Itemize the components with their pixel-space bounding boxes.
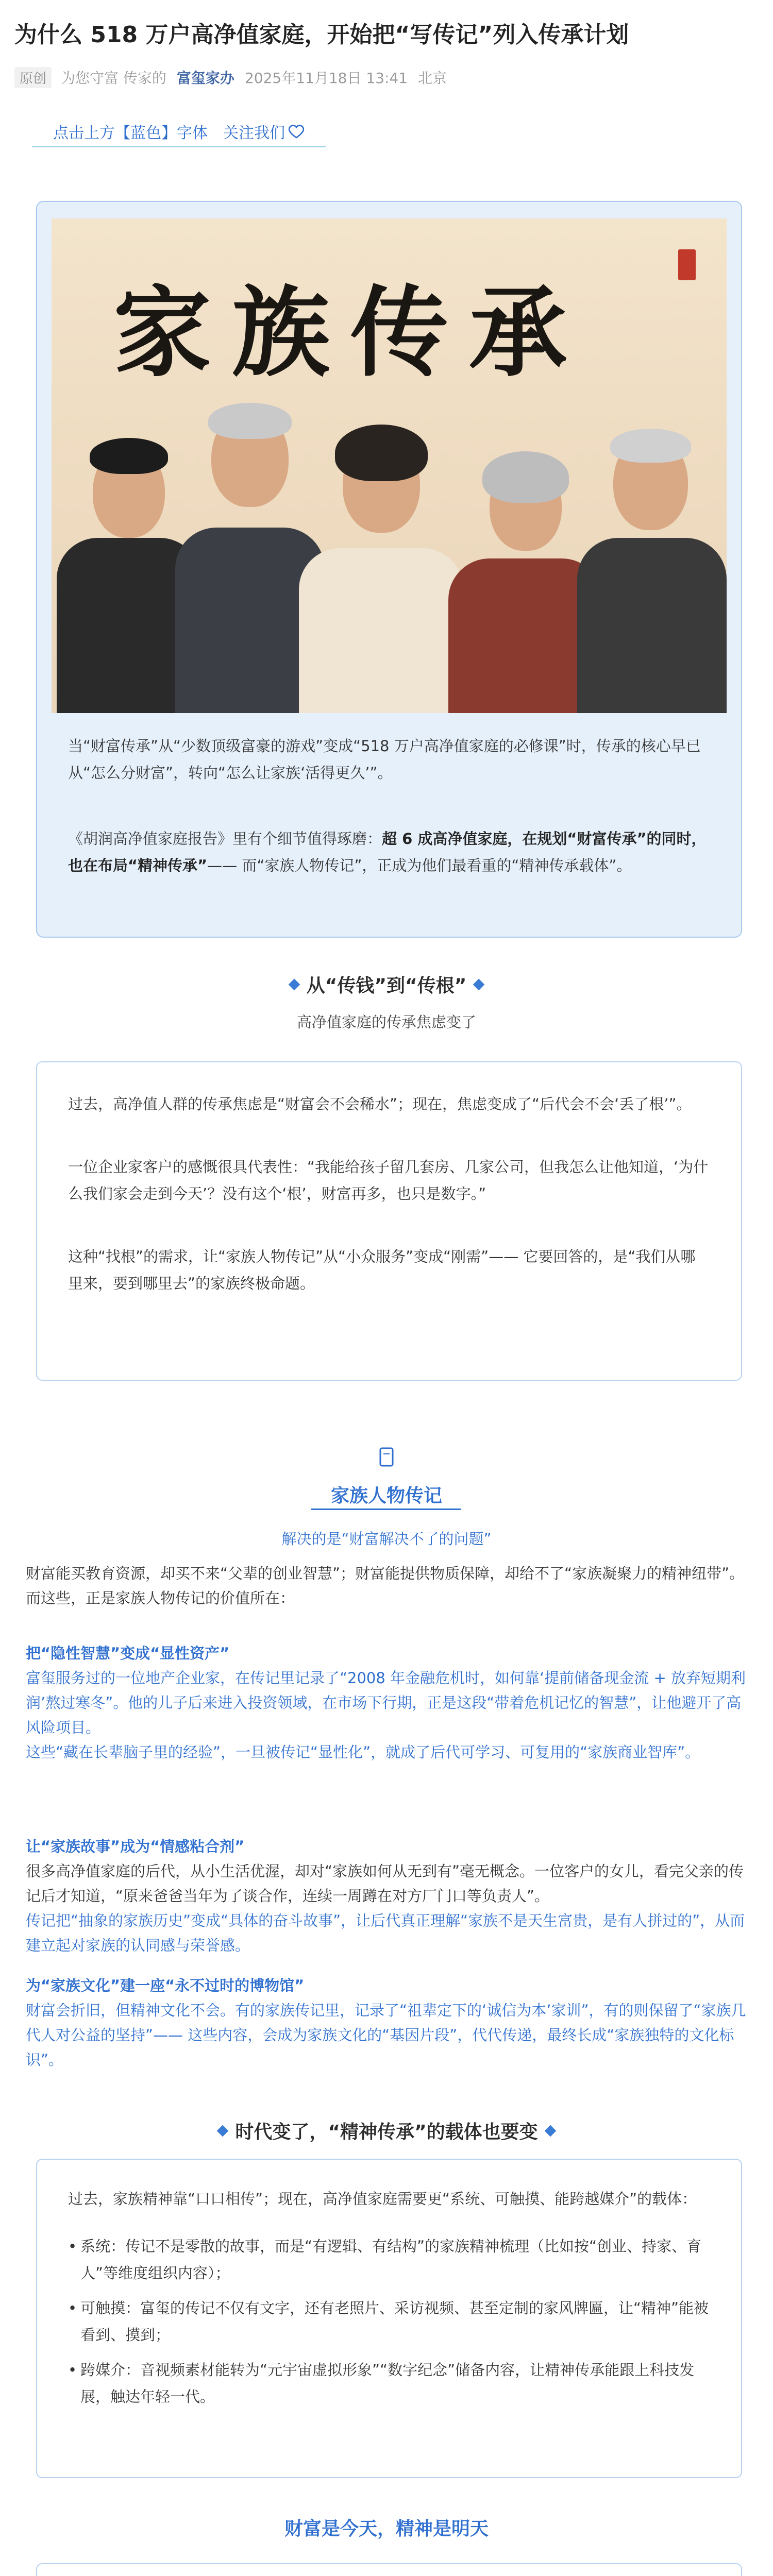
section-title: 财富是今天，精神是明天	[284, 2518, 489, 2539]
section-heading	[0, 971, 773, 1032]
intro-paragraph-2	[68, 825, 712, 879]
intro-text: 《胡润高净值家庭报告》里有个细节值得琢磨：	[68, 830, 382, 848]
point-text: 很多高净值家庭的后代，从小生活优渥，却对“家族如何从无到有”毫无概念。一位客户的女儿，看完父亲的传记后才知道，“原来爸爸当年为了谈合作，连续一周蹲在对方厂门口等负责人”。	[26, 1862, 744, 1905]
paragraph: 过去，家族精神靠“口口相传”；现在，高净值家庭需要更“系统、可触摸、能跨越媒介”的载体：	[68, 2190, 697, 2208]
heart-outline-icon	[288, 123, 305, 140]
section-heading	[0, 2117, 773, 2144]
point-text: 传记把“抽象的家族历史”变成“具体的奋斗故事”，让后代真正理解“家族不是天生富贵，是有人拼过的”，从而建立起对家族的认同感与荣誉感。	[26, 1912, 745, 1954]
value-point	[26, 1973, 752, 2072]
paragraph: 过去，高净值人群的传承焦虑是“财富会不会稀水”；现在，焦虑变成了“后代会不会‘丢了根’”。	[68, 1095, 692, 1113]
paragraph: 这种“找根”的需求，让“家族人物传记”从“小众服务”变成“刚需”—— 它要回答的，是“我们从哪里来，要到哪里去”的家族终极命题。	[68, 1248, 696, 1292]
article-meta	[14, 66, 457, 89]
point-text: 富玺服务过的一位地产企业家，在传记里记录了“2008 年金融危机时，如何靠‘提前储备现金流 + 放弃短期利润’熬过寒冬”。他的儿子后来进入投资领域，在市场下行期，正是这段“带着危机记忆的智慧”，让他避开了高风险项目。	[26, 1669, 746, 1736]
section-box	[36, 2159, 742, 2478]
point-title: 把“隐性智慧”变成“显性资产”	[26, 1645, 230, 1662]
publish-location: 北京	[418, 70, 447, 87]
author-name: 为您守富 传家的	[61, 70, 166, 87]
intro-bold: 超 6 成高净值家庭，在规划“财富传承”的同时，也在布局“精神传承”	[68, 830, 707, 874]
seal-stamp	[678, 249, 696, 280]
section-title: 从“传钱”到“传根”	[306, 975, 467, 996]
point-text: 这些“藏在长辈脑子里的经验”，一旦被传记“显性化”，就成了后代可学习、可复用的“家族商业智库”。	[26, 1743, 700, 1761]
section-title: 家族人物传记	[330, 1485, 442, 1506]
bookmark-icon	[379, 1447, 394, 1467]
intro-text: —— 而“家族人物传记”，正成为他们最看重的“精神传承载体”。	[207, 857, 632, 874]
intro-card	[36, 201, 742, 938]
section-lead: 财富能买教育资源，却买不来“父辈的创业智慧”；财富能提供物质保障，却给不了“家族凝聚力的精神纽带”。而这些，正是家族人物传记的价值所在：	[26, 1565, 745, 1607]
original-tag: 原创	[14, 67, 52, 88]
hero-calligraphy: 家族传承	[113, 275, 588, 390]
person-figure	[577, 414, 727, 713]
follow-prompt[interactable]	[32, 116, 326, 147]
diamond-icon	[473, 978, 485, 990]
intro-paragraph: 当“财富传承”从“少数顶级富豪的游戏”变成“518 万户高净值家庭的必修课”时，传承的核心早已从“怎么分财富”，转向“怎么让家族‘活得更久’”。	[68, 737, 701, 782]
list-item: • 系统：传记不是零散的故事，而是“有逻辑、有结构”的家族精神梳理（比如按“创业、持家、育人”等维度组织内容）；	[68, 2233, 710, 2286]
point-title: 让“家族故事”成为“情感粘合剂”	[26, 1838, 245, 1855]
paragraph: 一位企业家客户的感慨很具代表性：“我能给孩子留几套房、几家公司，但我怎么让他知道，‘为什么我们家会走到今天’？没有这个‘根’，财富再多，也只是数字。”	[68, 1158, 709, 1202]
section-title: 时代变了，“精神传承”的载体也要变	[235, 2122, 538, 2143]
list-item: • 可触摸：富玺的传记不仅有文字，还有老照片、采访视频、甚至定制的家风牌匾，让“精神”能被看到、摸到；	[68, 2295, 710, 2348]
account-link[interactable]: 富玺家办	[176, 70, 234, 87]
section-box	[36, 1061, 742, 1381]
person-figure	[299, 425, 464, 713]
diamond-icon	[544, 2125, 556, 2137]
value-point	[26, 1834, 752, 1958]
section-box	[36, 2563, 742, 2576]
carrier-list	[68, 2233, 710, 2410]
section-subtitle: 解决的是“财富解决不了的问题”	[281, 1530, 492, 1548]
diamond-icon	[217, 2125, 229, 2137]
section-subtitle: 高净值家庭的传承焦虑变了	[296, 1013, 476, 1031]
hero-image	[52, 218, 727, 713]
publish-date: 2025年11月18日 13:41	[244, 70, 408, 87]
heading-underline	[311, 1509, 461, 1510]
point-title: 为“家族文化”建一座“永不过时的博物馆”	[26, 1977, 305, 1994]
point-text: 财富会折旧，但精神文化不会。有的家族传记里，记录了“祖辈定下的‘诚信为本’家训”，有的则保留了“家族几代人对公益的坚持”—— 这些内容，会成为家族文化的“基因片段”，代代传递，最终长成“家族独特的文化标识”。	[26, 2002, 746, 2069]
diamond-icon	[288, 978, 300, 990]
article-title: 为什么 518 万户高净值家庭，开始把“写传记”列入传承计划	[14, 22, 629, 48]
list-item: • 跨媒介：音视频素材能转为“元宇宙虚拟形象”“数字纪念”储备内容，让精神传承能跟上科技发展，触达年轻一代。	[68, 2357, 710, 2410]
follow-text: 点击上方【蓝色】字体 关注我们	[53, 124, 285, 142]
value-point	[26, 1641, 752, 1765]
